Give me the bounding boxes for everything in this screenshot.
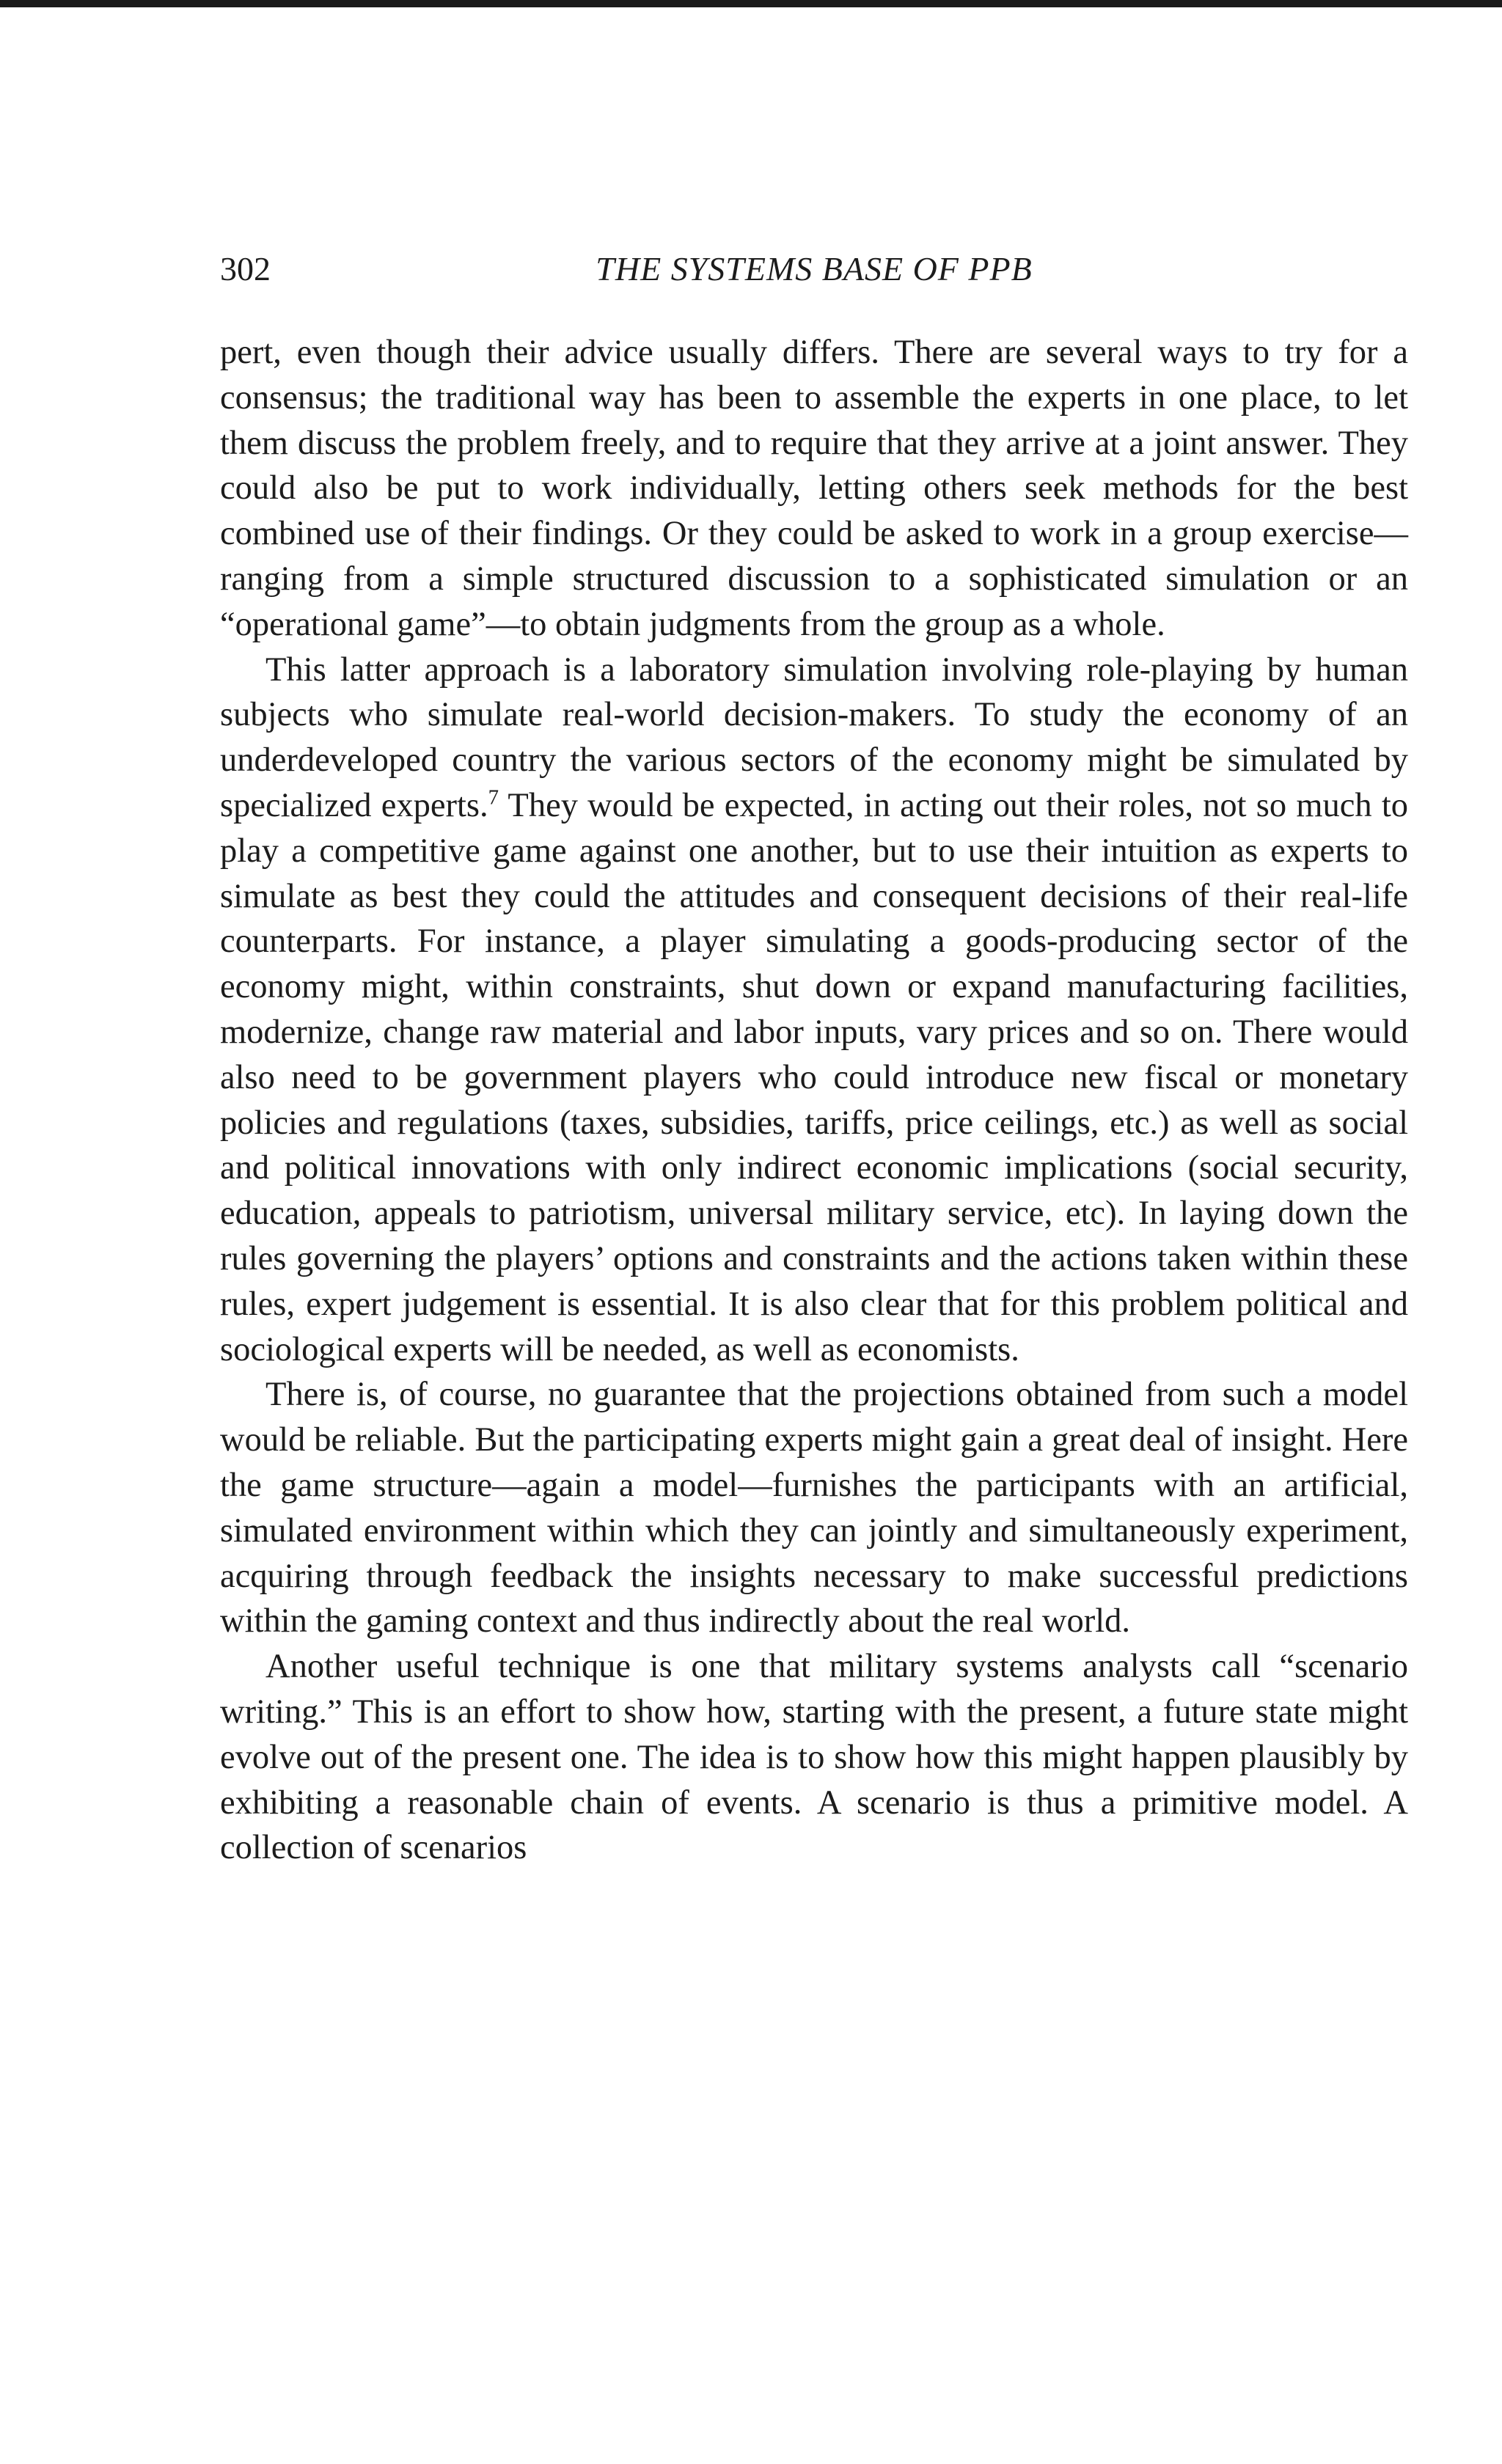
- paragraph-2-text: This latter approach is a laboratory simulation involving role-playing by human subjects who simulate real-world decision-makers. To study the economy of an underdeveloped country the various sectors of the economy might be simulated by specialized experts.: [220, 650, 1408, 824]
- page-number: 302: [220, 250, 271, 287]
- body-text: [220, 330, 1408, 1871]
- page: [220, 249, 1408, 1871]
- paragraph-4: Another useful technique is one that military systems analysts call “scenario writing.” This is an effort to show how, starting with the present, a future state might evolve out of the present one. The idea is to show how this might happen plausibly by exhibiting a reasonable chain of events. A scenario is thus a primitive model. A collection of scenarios: [220, 1648, 1408, 1867]
- running-head: THE SYSTEMS BASE OF PPB: [596, 250, 1033, 287]
- page-header: [220, 249, 1408, 301]
- footnote-marker: 7: [488, 785, 499, 810]
- paragraph-2: [220, 648, 1408, 1373]
- paragraph-3: There is, of course, no guarantee that the projections obtained from such a model would be reliable. But the participating experts might gain a great deal of insight. Here the game structure—again a model—furnishes the participants with an artificial, simulated environment within which they can jointly and simultaneously experiment, acquiring through feedback the insights necessary to make successful predictions within the gaming context and thus indirectly about the real world.: [220, 1376, 1408, 1640]
- paragraph-1: pert, even though their advice usually differs. There are several ways to try for a consensus; the traditional way has been to assemble the experts in one place, to let them discuss the problem freely, and to require that they arrive at a joint answer. They could also be put to work individually, letting others seek methods for the best combined use of their findings. Or they could be asked to work in a group exercise—ranging from a simple structured discussion to a sophisticated simulation or an “operational game”—to obtain judgments from the group as a whole.: [220, 334, 1408, 643]
- paragraph-2-text-continued: They would be expected, in acting out their roles, not so much to play a competitive game against one another, but to use their intuition as experts to simulate as best they could the attitudes and consequent decisions of their real-life counterparts. For instance, a player simulating a goods-producing sector of the economy might, within constraints, shut down or expand manufacturing facilities, modernize, change raw material and labor inputs, vary prices and so on. There would also need to be government players who could introduce new fiscal or monetary policies and regulations (taxes, subsidies, tariffs, price ceilings, etc.) as well as social and political innovations with only indirect economic implications (social security, education, appeals to patriotism, universal military service, etc). In laying down the rules governing the players’ options and constraints and the actions taken within these rules, expert judgement is essential. It is also clear that for this problem political and sociological experts will be needed, as well as economists.: [220, 786, 1408, 1368]
- top-rule: [0, 0, 1502, 7]
